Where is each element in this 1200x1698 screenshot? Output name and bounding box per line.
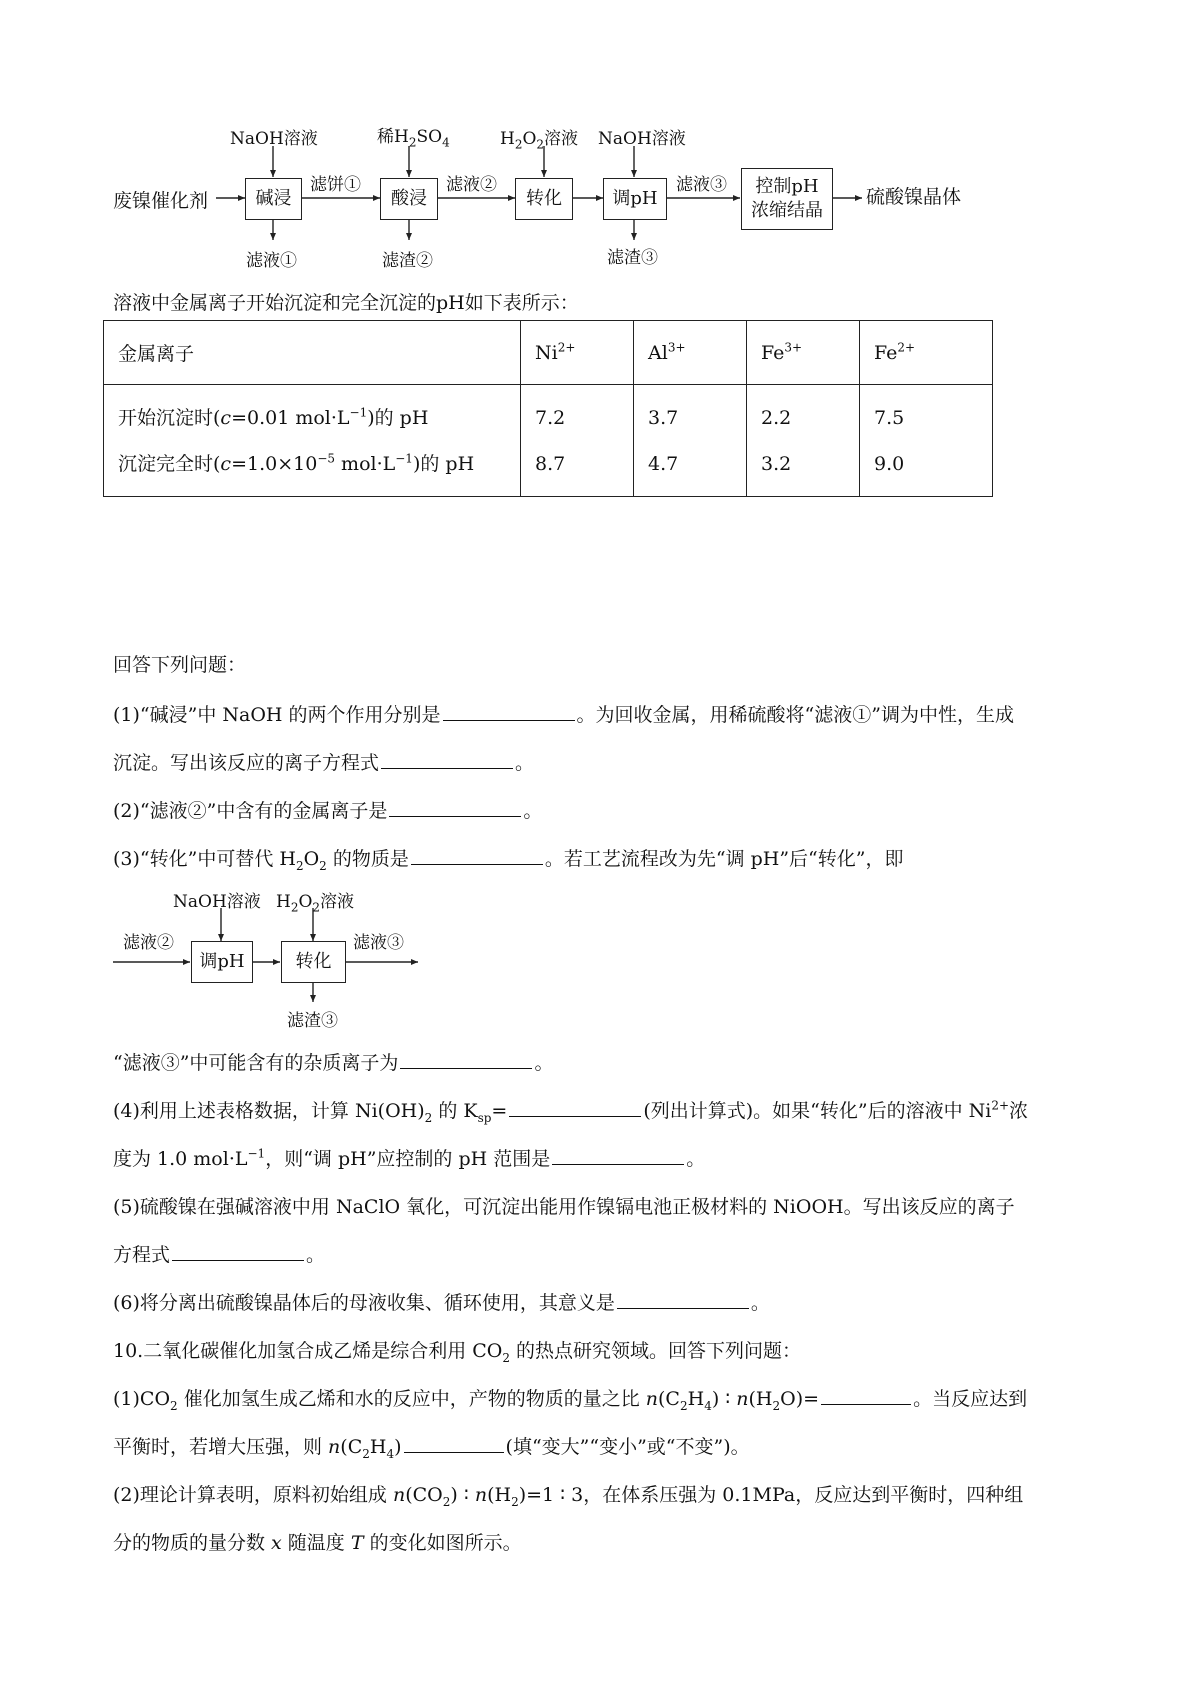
answer-blank[interactable] <box>509 1100 641 1117</box>
flow-box-label: 调pH <box>199 950 245 972</box>
table-row-labels <box>104 385 521 497</box>
answer-blank[interactable] <box>400 1052 532 1069</box>
answer-blank[interactable] <box>552 1148 684 1165</box>
output-label: 滤渣③ <box>607 248 658 268</box>
flow-box-label: 转化 <box>295 950 332 972</box>
answer-blank[interactable] <box>404 1436 504 1453</box>
question-1-line1: (1)“碱浸”中 NaOH 的两个作用分别是 。为回收金属，用稀硫酸将“滤液①”调为中性，生成 <box>113 704 1014 726</box>
reagent-label: NaOH溶液 <box>598 129 686 149</box>
intermediate-label: 滤液③ <box>676 175 727 195</box>
answer-blank[interactable] <box>389 800 521 817</box>
flow-box-conversion <box>515 178 573 220</box>
intermediate-label: 滤液② <box>446 175 497 195</box>
table-header-cell: $Fe^{2+}$ <box>860 321 993 385</box>
table-intro: 溶液中金属离子开始沉淀和完全沉淀的pH如下表所示： <box>113 292 579 314</box>
row-label-start: 开始沉淀时(c=0.01 $mol\cdot L^{-1}$)的 pH <box>118 405 429 429</box>
reagent-label: NaOH溶液 <box>230 129 318 149</box>
question-5-line1: (5)硫酸镍在强碱溶液中用 NaClO 氧化，可沉淀出能用作镍镉电池正极材料的 NiOOH。写出该反应的离子 <box>113 1196 1015 1218</box>
table-header-row <box>104 321 993 385</box>
flow-box-label: 调pH <box>612 187 658 209</box>
question-4-line1: (4)利用上述表格数据，计算 $Ni(OH)_2$ 的 $K_{sp}=$ (列出计算式)。如果“转化”后的溶液中 $Ni^{2+}$浓 <box>113 1098 1029 1125</box>
intermediate-label: 滤饼① <box>310 175 361 195</box>
flow-box-label: 浓缩结晶 <box>751 200 823 221</box>
flow-box-label: 转化 <box>526 187 562 209</box>
flow2-box-conversion <box>281 941 346 983</box>
flow2-reagent-label: $H_2O_2$溶液 <box>276 892 355 915</box>
answer-blank[interactable] <box>381 752 513 769</box>
flow-box-label: 碱浸 <box>255 187 292 209</box>
problem-10-title: 10.二氧化碳催化加氢合成乙烯是综合利用 $CO_2$ 的热点研究领域。回答下列问题： <box>113 1340 802 1365</box>
table-header-label: 金属离子 <box>104 321 521 385</box>
flow-start-label: 废镍催化剂 <box>113 190 209 212</box>
problem-10-q1-line2: 平衡时，若增大压强，则 $n(C_2H_4)$ (填“变大”“变小”或“不变”)。 <box>113 1436 750 1461</box>
reagent-label: $H_2O_2$溶液 <box>500 129 579 152</box>
question-5-line2: 方程式 。 <box>113 1244 326 1266</box>
flow-box-adjust-ph <box>603 178 667 220</box>
flow2-end-label: 滤液③ <box>353 933 404 953</box>
table-header-cell: $Al^{3+}$ <box>634 321 747 385</box>
flow-box-alkali-leach <box>245 178 302 220</box>
table-cell-al: 3.7 4.7 <box>634 385 747 497</box>
problem-10-q2-line1: (2)理论计算表明，原料初始组成 $n(CO_2)$ ∶ $n(H_2)=1$ ∶ 3，在体系压强为 0.1MPa，反应达到平衡时，四种组 <box>113 1484 1024 1509</box>
flow-box-acid-leach <box>380 178 438 220</box>
question-3-line1: (3)“转化”中可替代 $H_2O_2$ 的物质是 。若工艺流程改为先“调 pH”后“转化”，即 <box>113 848 904 873</box>
ion-ph-table <box>103 320 993 497</box>
questions-intro: 回答下列问题： <box>113 654 247 676</box>
flow2-reagent-label: NaOH溶液 <box>173 892 261 912</box>
flow2-output-label: 滤渣③ <box>287 1011 338 1031</box>
table-header-cell: $Ni^{2+}$ <box>521 321 634 385</box>
table-cell-ni: 7.2 8.7 <box>521 385 634 497</box>
flow2-start-label: 滤液② <box>123 933 174 953</box>
table-cell-fe2: 7.5 9.0 <box>860 385 993 497</box>
flow-product-label: 硫酸镍晶体 <box>866 186 962 208</box>
output-label: 滤渣② <box>382 251 433 271</box>
reagent-label: 稀$H_2SO_4$ <box>377 127 450 150</box>
flow2-box-adjust-ph <box>191 941 253 983</box>
table-cell-fe3: 2.2 3.2 <box>747 385 860 497</box>
question-4-line2: 度为 1.0 $mol\cdot L^{-1}$，则“调 pH”应控制的 pH 范围是 。 <box>113 1146 706 1170</box>
flow-box-label: 酸浸 <box>391 187 427 209</box>
row-label-complete: 沉淀完全时($c=1.0\times 10^{-5}$ $mol\cdot L^{-1}$)的 pH <box>118 451 475 475</box>
table-header-cell: $Fe^{3+}$ <box>747 321 860 385</box>
answer-blank[interactable] <box>411 848 543 865</box>
flow-box-crystallize <box>741 168 833 230</box>
question-2: (2)“滤液②”中含有的金属离子是 。 <box>113 800 543 822</box>
question-6: (6)将分离出硫酸镍晶体后的母液收集、循环使用，其意义是 。 <box>113 1292 770 1314</box>
answer-blank[interactable] <box>617 1292 749 1309</box>
answer-blank[interactable] <box>172 1244 304 1261</box>
table-row <box>104 385 993 497</box>
flow-box-label: 控制pH <box>755 175 819 197</box>
answer-blank[interactable] <box>443 704 575 721</box>
problem-10-q2-line2: 分的物质的量分数 x 随温度 T 的变化如图所示。 <box>113 1532 522 1554</box>
output-label: 滤液① <box>246 251 297 271</box>
question-1-line2: 沉淀。写出该反应的离子方程式 。 <box>113 752 535 774</box>
problem-10-q1-line1: $(1)CO_2$ 催化加氢生成乙烯和水的反应中，产物的物质的量之比 $n(C_2H_4)$ ∶ $n(H_2O)=$ 。当反应达到 <box>113 1388 1028 1413</box>
question-3-line2: “滤液③”中可能含有的杂质离子为 。 <box>113 1052 554 1074</box>
answer-blank[interactable] <box>821 1388 911 1405</box>
